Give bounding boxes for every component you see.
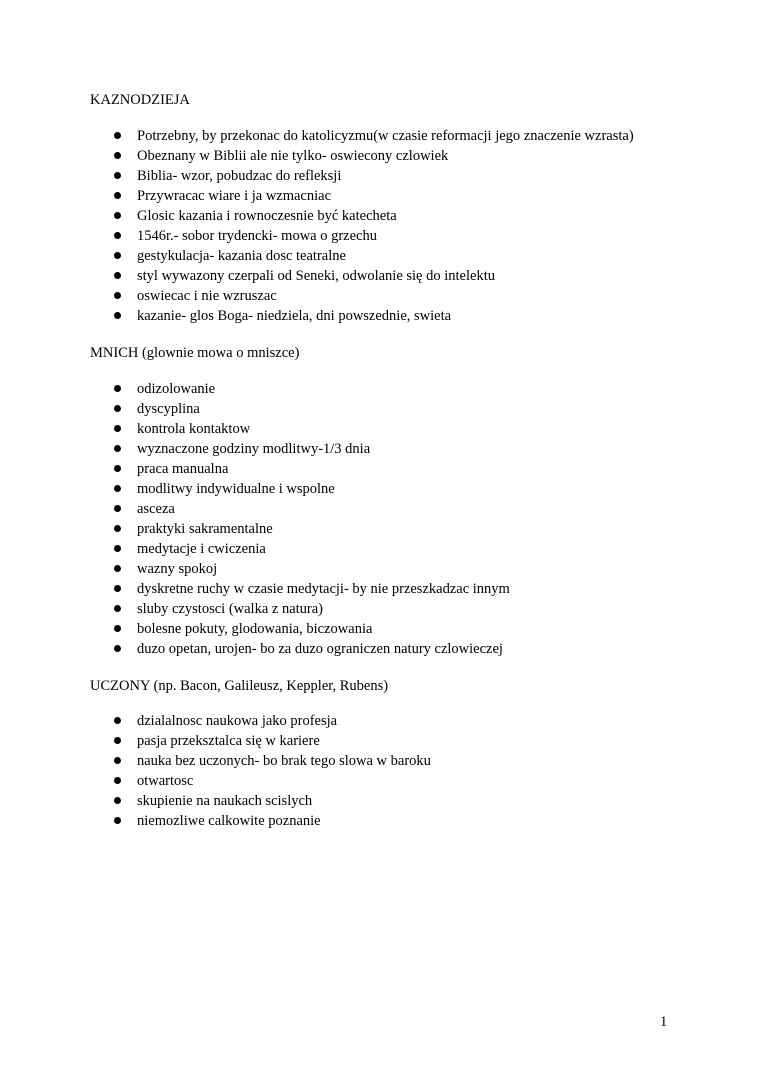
- list-item-text: medytacje i cwiczenia: [137, 541, 266, 557]
- list-item: [0, 771, 431, 791]
- list-item: [0, 791, 431, 811]
- bullet-icon: [114, 777, 121, 784]
- bullet-icon: [114, 505, 121, 512]
- bullet-icon: [114, 385, 121, 392]
- section-heading-uczony: UCZONY (np. Bacon, Galileusz, Keppler, Rubens): [90, 678, 389, 694]
- bullet-icon: [114, 232, 121, 239]
- section-heading-mnich: MNICH (glownie mowa o mniszce): [90, 345, 300, 361]
- bullet-icon: [114, 152, 121, 159]
- list-item: [0, 286, 634, 306]
- list-item: [0, 479, 510, 499]
- bullet-icon: [114, 625, 121, 632]
- list-item-text: wyznaczone godziny modlitwy-1/3 dnia: [137, 441, 371, 457]
- list-item: [0, 126, 634, 146]
- list-item-text: modlitwy indywidualne i wspolne: [137, 481, 335, 497]
- bullet-icon: [114, 757, 121, 764]
- list-item-text: kontrola kontaktow: [137, 421, 251, 437]
- list-item-text: skupienie na naukach scislych: [137, 793, 313, 809]
- list-item-text: Potrzebny, by przekonac do katolicyzmu(w czasie reformacji jego znaczenie wzrasta): [137, 128, 634, 144]
- bullet-icon: [114, 172, 121, 179]
- list-item-text: styl wywazony czerpali od Seneki, odwolanie się do intelektu: [137, 268, 495, 284]
- section-heading-kaznodzieja: KAZNODZIEJA: [90, 92, 190, 108]
- list-item-text: duzo opetan, urojen- bo za duzo ograniczen natury czlowieczej: [137, 641, 503, 657]
- list-item: [0, 306, 634, 326]
- list-item-text: Przywracac wiare i ja wzmacniac: [137, 188, 332, 204]
- list-item: [0, 266, 634, 286]
- list-item: [0, 226, 634, 246]
- list-item: [0, 579, 510, 599]
- list-item: [0, 459, 510, 479]
- bullet-icon: [114, 565, 121, 572]
- bullet-icon: [114, 132, 121, 139]
- list-item: [0, 146, 634, 166]
- bullet-icon: [114, 465, 121, 472]
- list-item-text: Obeznany w Biblii ale nie tylko- oswiecony czlowiek: [137, 148, 449, 164]
- bullet-icon: [114, 605, 121, 612]
- list-item: [0, 731, 431, 751]
- list-item-text: wazny spokoj: [137, 561, 218, 577]
- bullet-icon: [114, 717, 121, 724]
- bullet-icon: [114, 797, 121, 804]
- list-item-text: pasja przeksztalca się w kariere: [137, 733, 320, 749]
- section-list-kaznodzieja: [0, 126, 634, 326]
- bullet-icon: [114, 252, 121, 259]
- list-item: [0, 711, 431, 731]
- list-item-text: dzialalnosc naukowa jako profesja: [137, 713, 338, 729]
- list-item: [0, 639, 510, 659]
- bullet-icon: [114, 212, 121, 219]
- list-item-text: 1546r.- sobor trydencki- mowa o grzechu: [137, 228, 377, 244]
- list-item-text: sluby czystosci (walka z natura): [137, 601, 324, 617]
- bullet-icon: [114, 405, 121, 412]
- list-item-text: oswiecac i nie wzruszac: [137, 288, 277, 304]
- bullet-icon: [114, 425, 121, 432]
- list-item-text: praktyki sakramentalne: [137, 521, 273, 537]
- list-item: [0, 751, 431, 771]
- list-item: [0, 519, 510, 539]
- list-item: [0, 166, 634, 186]
- bullet-icon: [114, 585, 121, 592]
- list-item-text: asceza: [137, 501, 175, 517]
- list-item-text: nauka bez uczonych- bo brak tego slowa w baroku: [137, 753, 431, 769]
- list-item: [0, 619, 510, 639]
- bullet-icon: [114, 525, 121, 532]
- section-list-uczony: [0, 711, 431, 831]
- page-number: 1: [660, 1014, 668, 1030]
- list-item: [0, 499, 510, 519]
- list-item-text: kazanie- glos Boga- niedziela, dni powszednie, swieta: [137, 308, 452, 324]
- bullet-icon: [114, 545, 121, 552]
- list-item: [0, 206, 634, 226]
- list-item-text: odizolowanie: [137, 381, 216, 397]
- bullet-icon: [114, 312, 121, 319]
- list-item: [0, 439, 510, 459]
- section-list-mnich: [0, 379, 510, 659]
- bullet-icon: [114, 737, 121, 744]
- list-item: [0, 246, 634, 266]
- list-item: [0, 186, 634, 206]
- bullet-icon: [114, 445, 121, 452]
- list-item-text: Biblia- wzor, pobudzac do refleksji: [137, 168, 342, 184]
- list-item: [0, 599, 510, 619]
- list-item-text: bolesne pokuty, glodowania, biczowania: [137, 621, 373, 637]
- list-item-text: niemozliwe calkowite poznanie: [137, 813, 321, 829]
- list-item: [0, 559, 510, 579]
- bullet-icon: [114, 645, 121, 652]
- list-item: [0, 379, 510, 399]
- bullet-icon: [114, 292, 121, 299]
- bullet-icon: [114, 817, 121, 824]
- bullet-icon: [114, 192, 121, 199]
- list-item-text: Glosic kazania i rownoczesnie być katecheta: [137, 208, 397, 224]
- list-item-text: dyscyplina: [137, 401, 200, 417]
- list-item-text: praca manualna: [137, 461, 229, 477]
- list-item: [0, 539, 510, 559]
- list-item-text: dyskretne ruchy w czasie medytacji- by nie przeszkadzac innym: [137, 581, 510, 597]
- list-item: [0, 811, 431, 831]
- list-item-text: gestykulacja- kazania dosc teatralne: [137, 248, 346, 264]
- bullet-icon: [114, 272, 121, 279]
- bullet-icon: [114, 485, 121, 492]
- list-item: [0, 399, 510, 419]
- list-item: [0, 419, 510, 439]
- list-item-text: otwartosc: [137, 773, 194, 789]
